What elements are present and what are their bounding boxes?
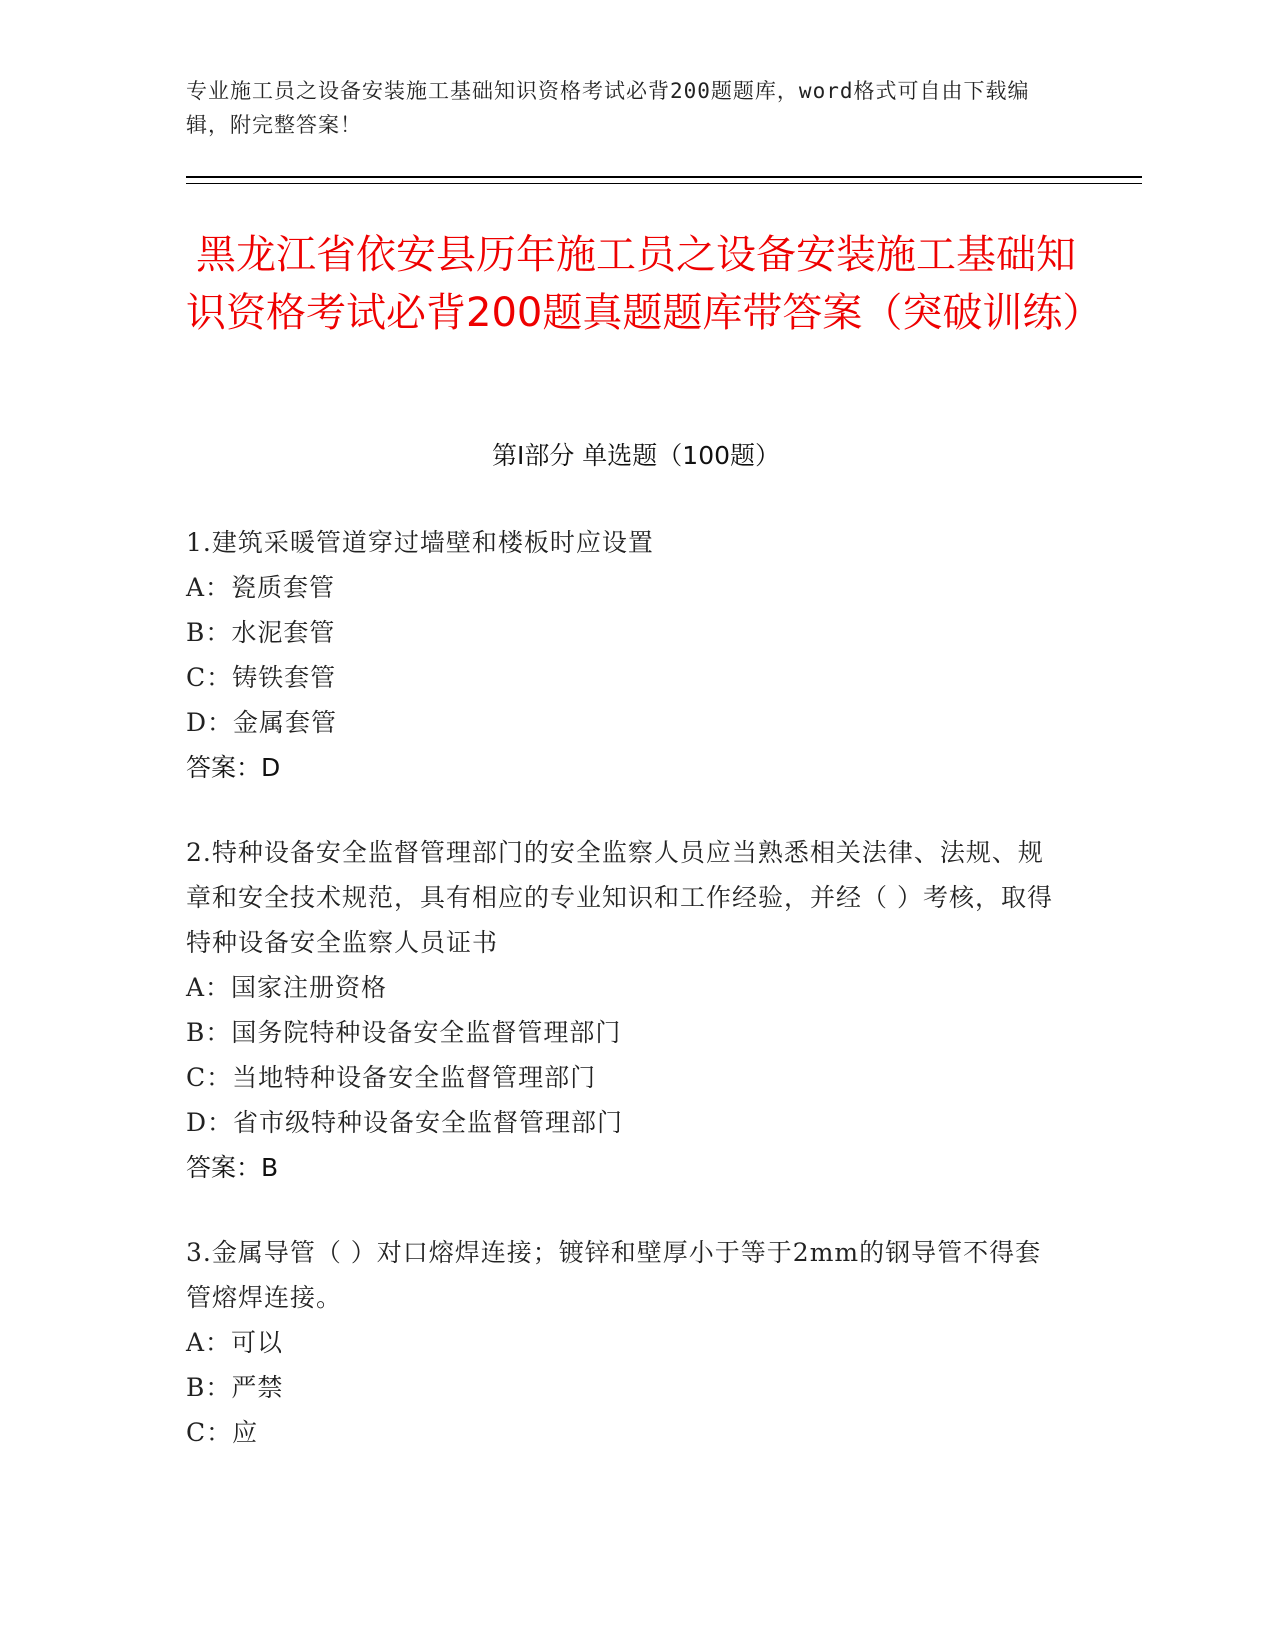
option-d: D：省市级特种设备安全监督管理部门 <box>186 1108 624 1137</box>
option-a: A：可以 <box>186 1328 284 1357</box>
question-list <box>186 520 1066 1495</box>
option-c: C：铸铁套管 <box>186 663 337 692</box>
option-b: B：水泥套管 <box>186 618 336 647</box>
option-b: B：严禁 <box>186 1373 284 1402</box>
question-stem: 3.金属导管（ ）对口熔焊连接；镀锌和壁厚小于等于2mm的钢导管不得套管熔焊连接。 <box>186 1238 1042 1312</box>
answer: 答案：D <box>186 753 281 782</box>
option-c: C：当地特种设备安全监督管理部门 <box>186 1063 597 1092</box>
question-1 <box>186 520 1066 790</box>
header-divider-thick <box>186 176 1142 178</box>
answer: 答案：B <box>186 1153 279 1182</box>
option-d: D：金属套管 <box>186 708 338 737</box>
header-note: 专业施工员之设备安装施工基础知识资格考试必背200题题库，word格式可自由下载编辑，附完整答案！ <box>186 79 1030 137</box>
option-a: A：瓷质套管 <box>186 573 336 602</box>
option-c: C：应 <box>186 1418 259 1447</box>
section-heading: 第Ⅰ部分 单选题（100题） <box>491 441 781 470</box>
question-2 <box>186 830 1066 1190</box>
question-stem: 2.特种设备安全监督管理部门的安全监察人员应当熟悉相关法律、法规、规章和安全技术规范，具有相应的专业知识和工作经验，并经（ ）考核，取得特种设备安全监察人员证书 <box>186 838 1053 957</box>
question-stem: 1.建筑采暖管道穿过墙壁和楼板时应设置 <box>186 528 654 557</box>
option-a: A：国家注册资格 <box>186 973 388 1002</box>
question-3 <box>186 1230 1066 1455</box>
header-divider-thin <box>186 183 1142 184</box>
document-title: 黑龙江省依安县历年施工员之设备安装施工基础知识资格考试必背200题真题题库带答案（突破训练） <box>186 232 1103 336</box>
option-b: B：国务院特种设备安全监督管理部门 <box>186 1018 622 1047</box>
